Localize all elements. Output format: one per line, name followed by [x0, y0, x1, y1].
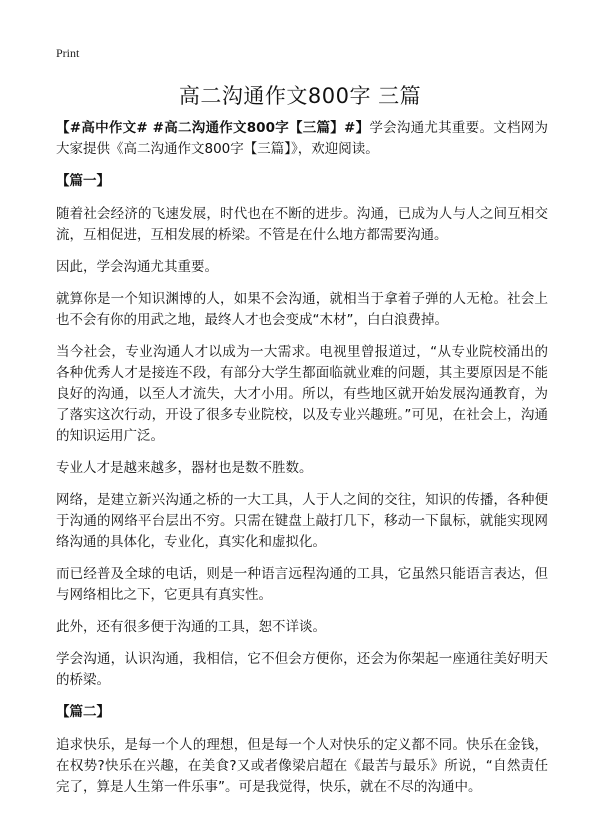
article-body — [56, 118, 548, 809]
paragraph: 随着社会经济的飞速发展，时代也在不断的进步。沟通，已成为人与人之间互相交流，互相促进，互相发展的桥梁。不管是在什么地方都需要沟通。 — [56, 206, 548, 243]
section-heading-1: 【篇一】 — [56, 173, 110, 189]
intro-text: 学会沟通尤其重要。文档网为大家提供《高二沟通作文800字【三篇】》，欢迎阅读。 — [56, 120, 548, 157]
paragraph: 此外，还有很多便于沟通的工具，恕不详谈。 — [56, 619, 326, 635]
print-label: Print — [56, 46, 80, 60]
paragraph: 学会沟通，认识沟通，我相信，它不但会方便你，还会为你架起一座通往美好明天的桥梁。 — [56, 651, 548, 688]
page-title: 高二沟通作文800字 三篇 — [178, 84, 422, 108]
paragraph: 专业人才是越来越多，器材也是数不胜数。 — [56, 460, 313, 476]
intro-paragraph — [56, 118, 548, 160]
paragraph: 就算你是一个知识渊博的人，如果不会沟通，就相当于拿着子弹的人无枪。社会上也不会有你的用武之地，最终人才也会变成“木材”，白白浪费掉。 — [56, 291, 548, 328]
paragraph: 当今社会，专业沟通人才以成为一大需求。电视里曾报道过，“从专业院校涌出的各种优秀人才是接连不段，有部分大学生都面临就业难的问题，其主要原因是不能良好的沟通，以至人才流失，大才小用。所以，有些地区就开始发展沟通教育，为了落实这次行动，开设了很多专业院校，以及专业兴趣班。”可见，在社会上，沟通的知识运用广泛。 — [56, 344, 548, 444]
intro-tags: 【#高中作文# #高二沟通作文800字【三篇】#】 — [56, 120, 370, 136]
paragraph: 网络，是建立新兴沟通之桥的一大工具，人于人之间的交往，知识的传播，各种便于沟通的网络平台层出不穷。只需在键盘上敲打几下，移动一下鼠标，就能实现网络沟通的具体化，专业化，真实化和虚拟化。 — [56, 492, 548, 550]
paragraph: 追求快乐，是每一个人的理想，但是每一个人对快乐的定义都不同。快乐在金钱，在权势?快乐在兴趣，在美食?又或者像梁启超在《最苦与最乐》所说，“自然责任完了，算是人生第一件乐事”。可是我觉得，快乐，就在不尽的沟通中。 — [56, 737, 548, 795]
paragraph: 因此，学会沟通尤其重要。 — [56, 259, 218, 275]
paragraph: 而已经普及全球的电话，则是一种语言远程沟通的工具，它虽然只能语言表达，但与网络相比之下，它更具有真实性。 — [56, 566, 548, 603]
section-heading-2: 【篇二】 — [56, 704, 110, 720]
